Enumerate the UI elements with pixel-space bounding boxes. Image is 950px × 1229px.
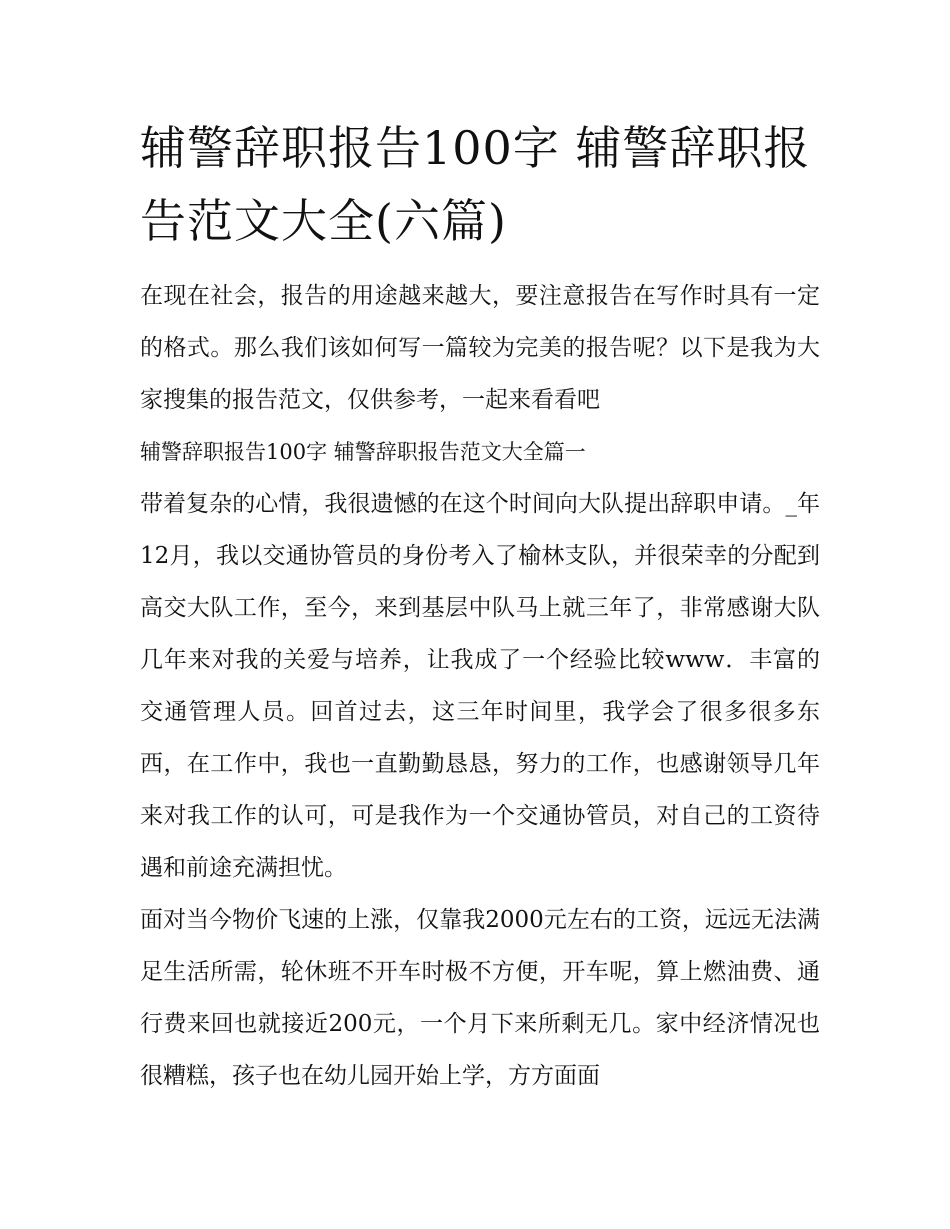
document-title: 辅警辞职报告100字 辅警辞职报告范文大全(六篇)	[140, 121, 811, 248]
body-paragraph-2: 面对当今物价飞速的上涨，仅靠我2000元左右的工资，远远无法满足生活所需，轮休班不开车时极不方便，开车呢，算上燃油费、通行费来回也就接近200元，一个月下来所剩无几。家中经济情况也很糟糕，孩子也在幼儿园开始上学，方方面面	[140, 907, 820, 1089]
section-heading: 辅警辞职报告100字 辅警辞职报告范文大全篇一	[140, 440, 586, 464]
body-paragraph-1: 带着复杂的心情，我很遗憾的在这个时间向大队提出辞职申请。_年12月，我以交通协管员的身份考入了榆林支队，并很荣幸的分配到高交大队工作，至今，来到基层中队马上就三年了，非常感谢大队几年来对我的关爱与培养，让我成了一个经验比较www．丰富的交通管理人员。回首过去，这三年时间里，我学会了很多很多东西，在工作中，我也一直勤勤恳恳，努力的工作，也感谢领导几年来对我工作的认可，可是我作为一个交通协管员，对自己的工资待遇和前途充满担忧。	[140, 491, 820, 881]
document-page	[140, 112, 820, 1102]
intro-paragraph: 在现在社会，报告的用途越来越大，要注意报告在写作时具有一定的格式。那么我们该如何写一篇较为完美的报告呢？以下是我为大家搜集的报告范文，仅供参考，一起来看看吧	[140, 283, 820, 413]
